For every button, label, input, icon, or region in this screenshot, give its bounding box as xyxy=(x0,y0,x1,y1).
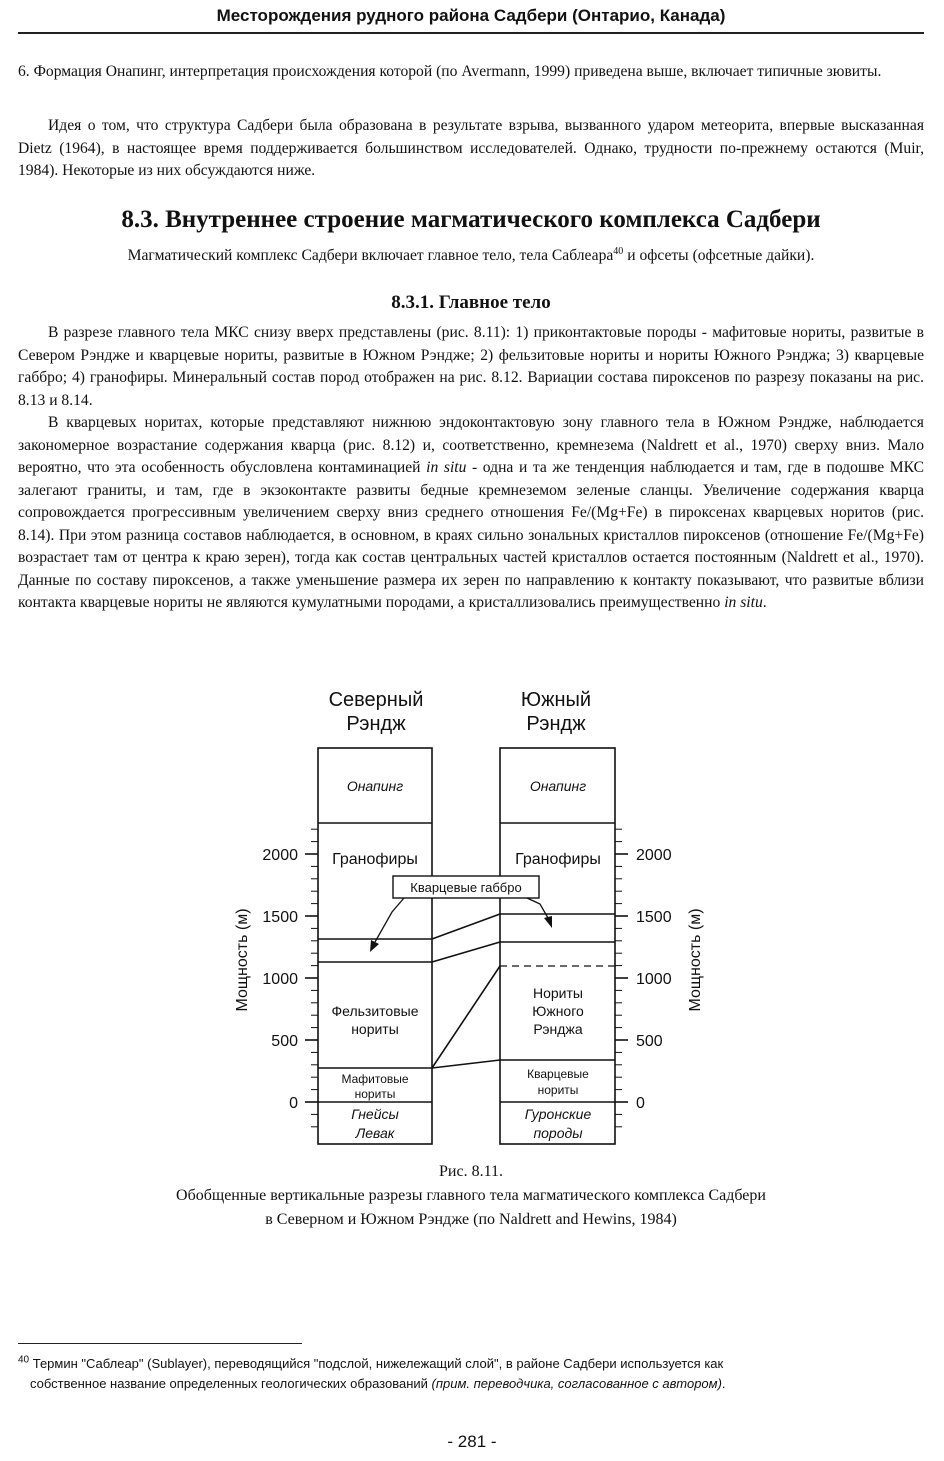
paragraph-meteorite-idea: Идея о том, что структура Садбери была образована в результате взрыва, вызванного ударом метеорита, впервые высказанная Dietz (1964), в настоящее время поддерживается большинством исследователей. Однако, трудности по-прежнему остаются (Muir, 1984). Некоторые из них обсуждаются ниже. xyxy=(18,117,924,179)
right-scale xyxy=(615,829,628,1127)
para-text: . xyxy=(762,594,767,611)
quartz-gabbro-callout: Кварцевые габбро xyxy=(410,880,522,895)
south-huronian-label-2: породы xyxy=(533,1125,583,1141)
footnote-rule xyxy=(18,1343,302,1344)
intro-text-end: и офсеты (офсетные дайки). xyxy=(623,247,815,264)
left-tick-label: 1500 xyxy=(262,909,298,926)
north-onaping-label: Онапинг xyxy=(346,778,404,794)
south-title-1: Южный xyxy=(520,689,592,711)
intro-text: Магматический комплекс Садбери включает главное тело, тела Саблеара xyxy=(127,247,614,264)
south-norite-label-3: Рэнджа xyxy=(533,1021,583,1037)
south-granophyre-label: Гранофиры xyxy=(515,851,601,868)
right-tick-label: 0 xyxy=(636,1095,645,1112)
left-tick-label: 1000 xyxy=(262,971,298,988)
page-number: - 281 - xyxy=(447,1432,497,1451)
figure-section-diagram xyxy=(224,680,724,1150)
north-gneiss-label-1: Гнейсы xyxy=(351,1106,399,1122)
footnote-text: собственное название определенных геологических образований xyxy=(30,1376,432,1391)
south-norite-label-2: Южного xyxy=(532,1003,584,1019)
correlation-line xyxy=(432,966,500,1068)
section-diagram-svg xyxy=(224,680,724,1150)
north-title-2: Рэндж xyxy=(346,713,406,735)
footnote-line-1 xyxy=(18,1354,924,1374)
right-tick-label: 1000 xyxy=(636,971,672,988)
south-huronian-label-1: Гуронские xyxy=(524,1106,592,1122)
section-intro xyxy=(18,245,924,268)
arrowhead-icon xyxy=(370,940,379,952)
paragraph-main-body-sequence: В разрезе главного тела МКС снизу вверх представлены (рис. 8.11): 1) приконтактовые породы - мафитовые нориты, развитые в Севером Рэндже и кварцевые нориты, развитые в Южном Рэндже; 2) фельзитовые нориты и нориты Южного Рэнджа; 3) кварцевые габбро; 4) гранофиры. Минеральный состав пород отображен на рис. 8.12. Вариации состава пироксенов по разрезу показаны на рис. 8.13 и 8.14. xyxy=(18,324,924,409)
left-axis-label: Мощность (м) xyxy=(234,908,251,1012)
right-tick-label: 1500 xyxy=(636,909,672,926)
caption-line: в Северном и Южном Рэндже (по Naldrett and Hewins, 1984) xyxy=(265,1211,677,1228)
north-felsic-label-2: нориты xyxy=(351,1021,399,1037)
para-text: - одна и та же тенденция наблюдается и там, где в подошве МКС залегают граниты, и там, где в экзоконтакте развиты бедные кремнеземом зеленые сланцы. Увеличение содержания кварца сопровождается прогрессивным увеличением сверху вниз среднего отношения Fe/(Mg+Fe) в пироксенах кварцевых норитов (рис. 8.14). При этом разница составов наблюдается, в основном, в краях сильно зональных кристаллов пироксенов (отношение Fe/(Mg+Fe) возрастает там от центра к краю зерен), тогда как состав центральных частей кристаллов остается постоянным (Naldrett et al., 1970). Данные по составу пироксенов, а также уменьшение размера их зерен по направлению к контакту показывают, что развитые вблизи контакта кварцевые нориты не являются кумулатными породами, а кристаллизовались преимущественно xyxy=(18,459,924,611)
left-scale xyxy=(305,829,318,1127)
north-mafic-label-1: Мафитовые xyxy=(341,1072,409,1086)
north-mafic-label-2: нориты xyxy=(354,1087,396,1101)
south-norite-label-1: Нориты xyxy=(533,985,583,1001)
south-quartz-norite-label-2: нориты xyxy=(537,1083,579,1097)
footnote-text-end: . xyxy=(721,1376,726,1391)
south-onaping-label: Онапинг xyxy=(529,778,587,794)
left-tick-label: 500 xyxy=(271,1033,298,1050)
right-tick-label: 2000 xyxy=(636,847,672,864)
callout-arrow-south xyxy=(527,898,548,918)
subsection-title: 8.3.1. Главное тело xyxy=(391,292,551,313)
running-head: Месторождения рудного района Садбери (Онтарио, Канада) xyxy=(18,0,924,34)
north-title-1: Северный xyxy=(328,689,424,711)
south-title-2: Рэндж xyxy=(526,713,586,735)
arrowhead-icon xyxy=(544,916,552,928)
right-axis-label: Мощность (м) xyxy=(687,908,704,1012)
figure-caption xyxy=(18,1160,924,1232)
callout-arrow-north xyxy=(375,898,404,942)
right-tick-label: 500 xyxy=(636,1033,663,1050)
caption-figure-number: Рис. 8.11. xyxy=(439,1163,503,1180)
caption-line: Обобщенные вертикальные разрезы главного тела магматического комплекса Садбери xyxy=(176,1187,766,1204)
footnote xyxy=(18,1354,924,1394)
footnote-note: (прим. переводчика, согласованное с автором) xyxy=(431,1376,722,1391)
para-italic: in situ xyxy=(426,459,467,476)
paragraph-item-6: 6. Формация Онапинг, интерпретация происхождения которой (по Avermann, 1999) приведена выше, включает типичные зювиты. xyxy=(18,63,882,80)
correlation-line xyxy=(432,914,500,939)
para-italic: in situ xyxy=(724,594,763,611)
left-tick-label: 0 xyxy=(289,1095,298,1112)
footnote-line-2 xyxy=(18,1374,924,1394)
paragraph-quartz-norites xyxy=(18,412,924,615)
section-title: 8.3. Внутреннее строение магматического комплекса Садбери xyxy=(121,206,821,233)
footnote-marker: 40 xyxy=(18,1354,30,1366)
footnote-ref[interactable]: 40 xyxy=(613,245,624,257)
left-tick-label: 2000 xyxy=(262,847,298,864)
north-gneiss-label-2: Левак xyxy=(355,1125,395,1141)
north-granophyre-label: Гранофиры xyxy=(332,851,418,868)
correlation-line xyxy=(432,1060,500,1068)
south-quartz-norite-label-1: Кварцевые xyxy=(527,1067,589,1081)
para-text: В кварцевых норитах, которые представляют нижнюю эндоконтактовую зону главного тела в Южном Рэндже, наблюдается закономерное возрастание содержания кварца (рис. 8.12) и, соответственно, кремнезема (Naldrett et al., 1970) сверху вниз. Мало вероятно, что эта особенность обусловлена контаминацией xyxy=(18,414,924,476)
correlation-line xyxy=(432,942,500,962)
north-felsic-label-1: Фельзитовые xyxy=(331,1003,419,1019)
footnote-text: Термин "Саблеар" (Sublayer), переводящийся "подслой, нижележащий слой", в районе Садбери используется как xyxy=(29,1356,724,1371)
